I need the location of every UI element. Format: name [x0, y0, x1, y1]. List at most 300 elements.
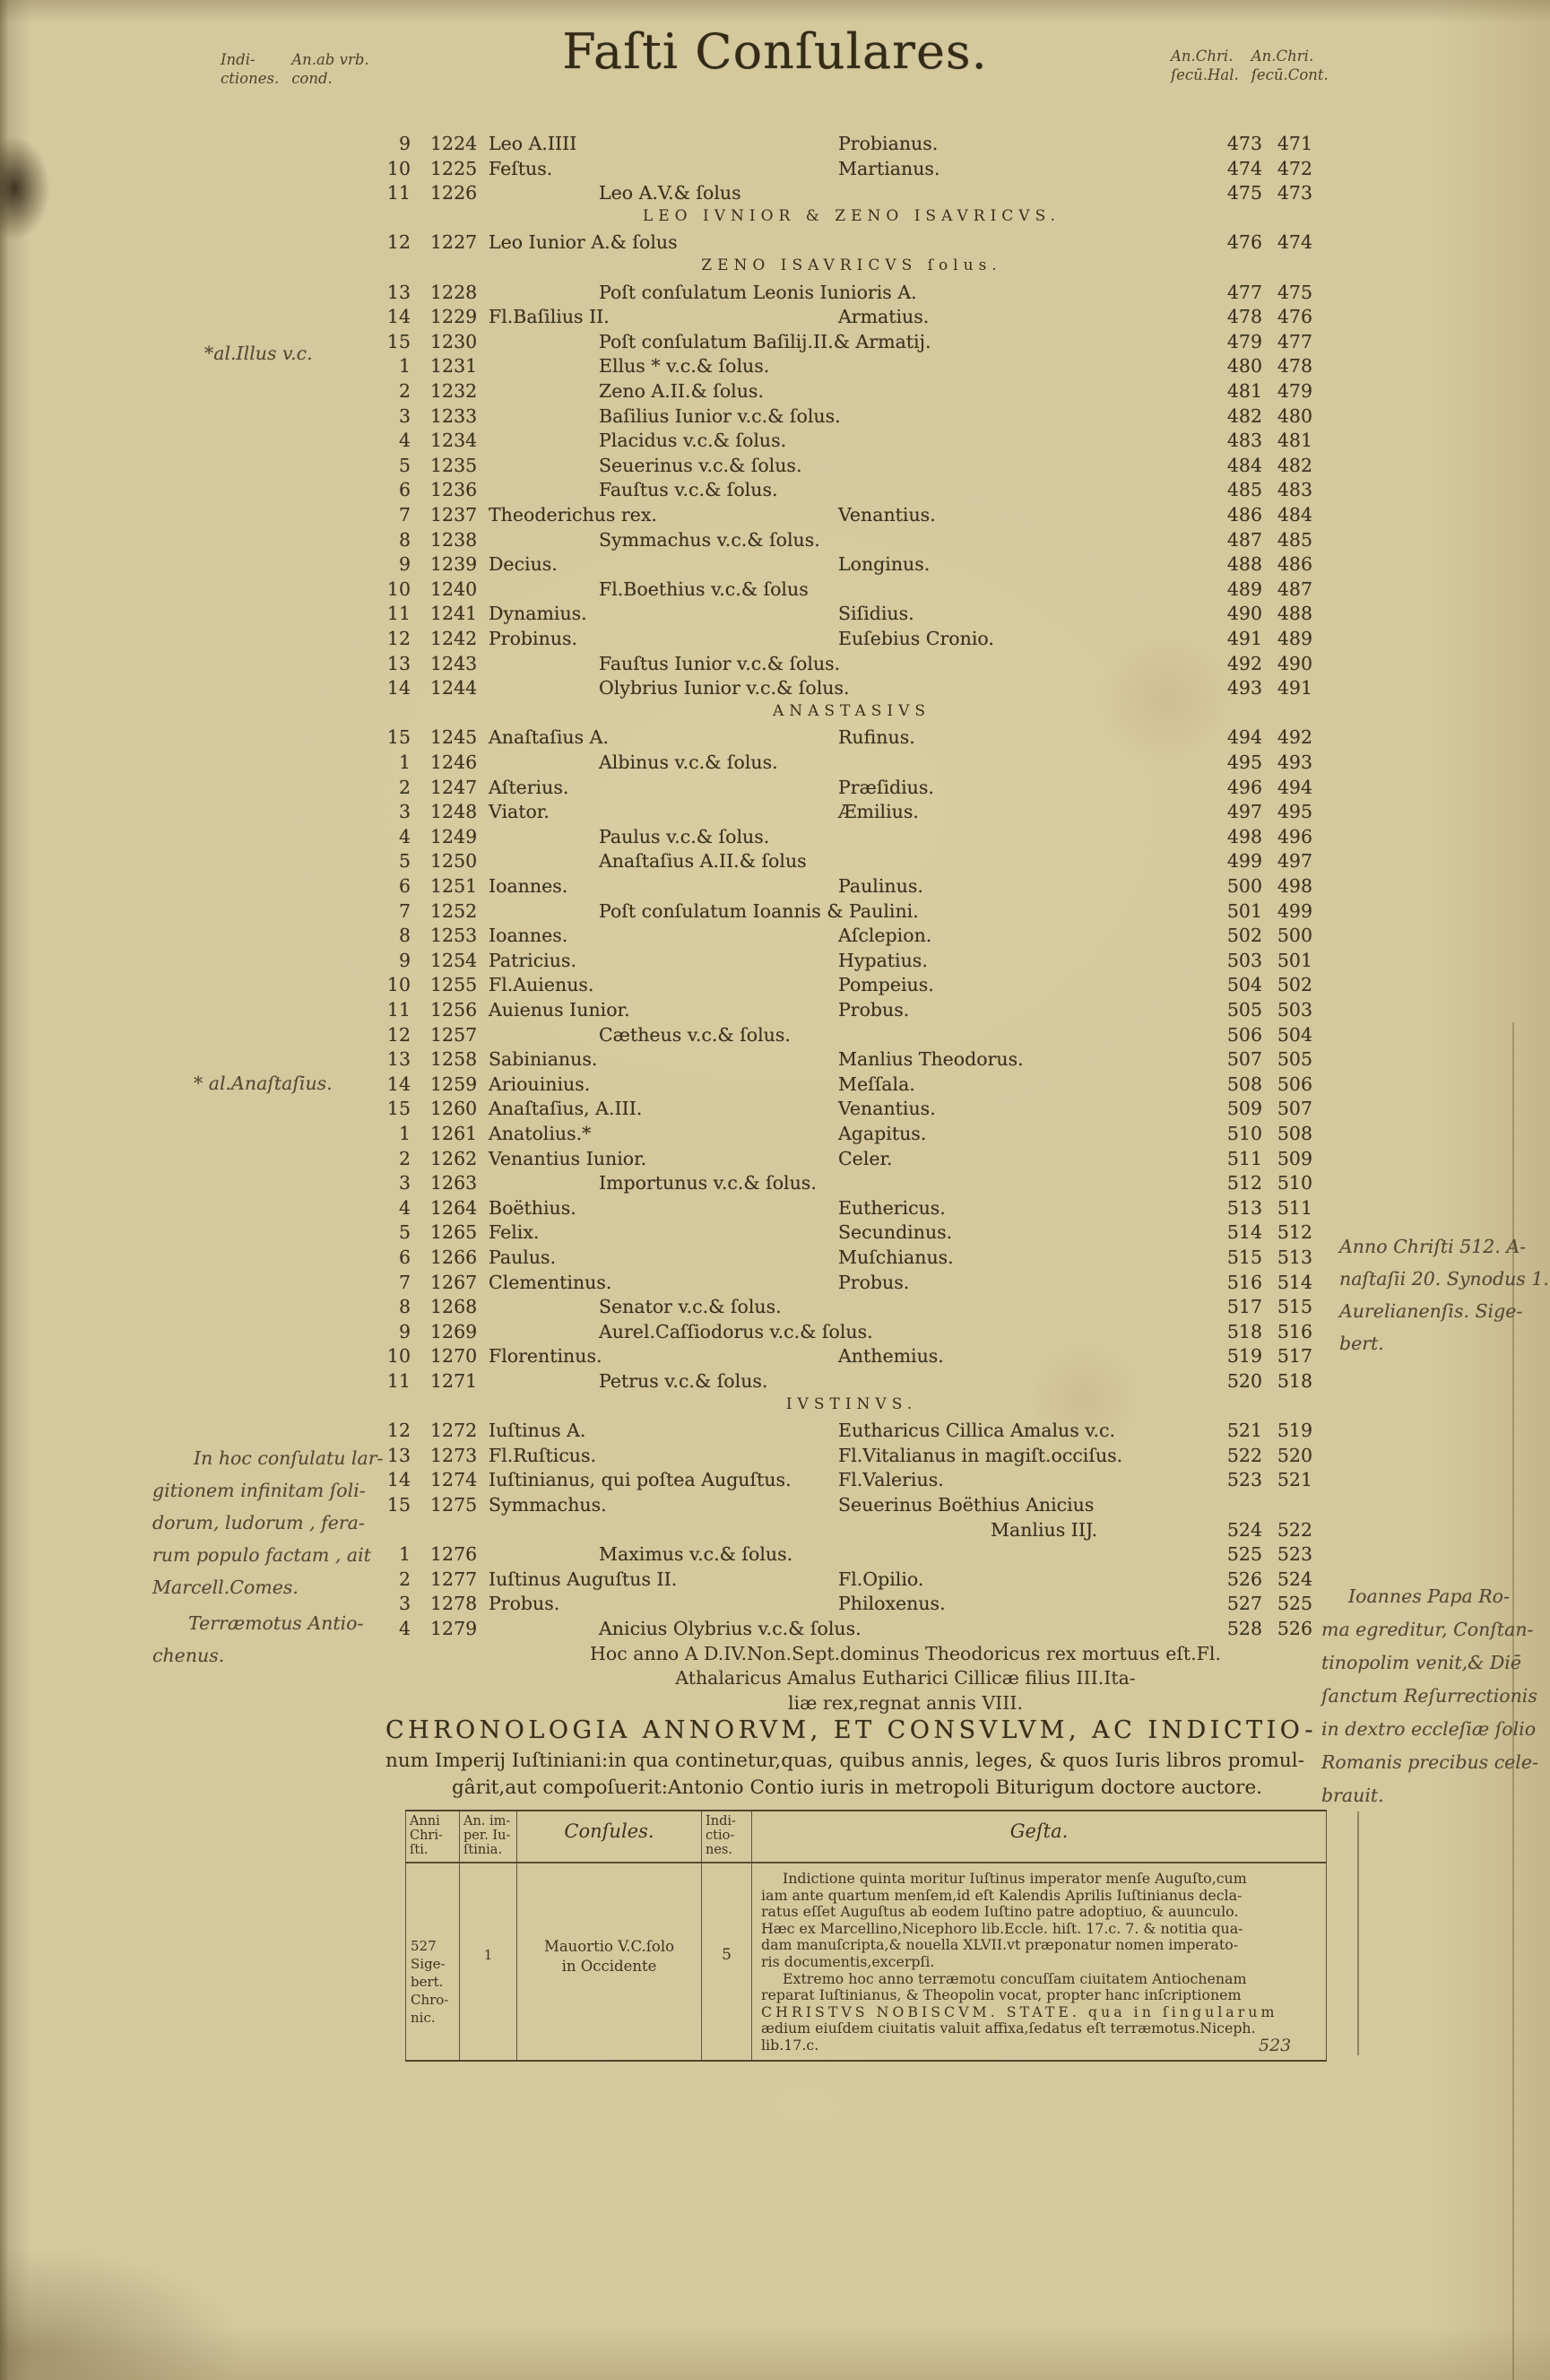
fasti-row [0, 1172, 1550, 1197]
consul-primary: Anicius Olybrius v.c.& ſolus. [599, 1618, 862, 1639]
indiction-number: 11 [386, 1370, 411, 1392]
year-christi-halic: 494 [1226, 726, 1262, 749]
consul-secondary: Anthemius. [838, 1345, 944, 1368]
year-christi-halic: 515 [1226, 1246, 1262, 1268]
year-christi-cont: 503 [1277, 999, 1312, 1021]
consul-primary: Albinus v.c.& ſolus. [599, 751, 778, 773]
year-ab-urbe-condita: 1229 [430, 306, 478, 328]
consul-primary: Importunus v.c.& ſolus. [599, 1172, 817, 1194]
year-christi-cont: 521 [1277, 1469, 1312, 1491]
consul-primary: Paulus v.c.& ſolus. [599, 825, 770, 847]
year-christi-halic: 487 [1226, 528, 1262, 551]
year-christi-cont: 478 [1277, 355, 1312, 378]
consules-line: in Occidente [561, 1958, 657, 1975]
margin-note-line: Romanis precibus cele- [1321, 1751, 1538, 1773]
header-anni-christi [405, 1811, 459, 1862]
margin-note-line: Anno Chriſti 512. A- [1339, 1236, 1527, 1257]
indiction-number: 11 [386, 999, 411, 1021]
table-header-row [405, 1811, 1327, 1863]
indiction-number: 14 [386, 1469, 411, 1491]
year-ab-urbe-condita: 1264 [430, 1196, 478, 1219]
year-christi-halic: 501 [1226, 899, 1262, 922]
year-christi-cont: 516 [1277, 1320, 1312, 1342]
year-christi-halic: 513 [1226, 1196, 1262, 1219]
year-ab-urbe-condita: 1277 [430, 1568, 478, 1590]
year-christi-halic: 511 [1226, 1147, 1262, 1169]
cell-anni-christi [405, 1863, 459, 2060]
year-christi-halic: 506 [1226, 1023, 1262, 1046]
year-christi-halic: 483 [1226, 430, 1262, 452]
anni-line: 527 [411, 1938, 437, 1954]
consul-primary: Feſtus. [489, 157, 553, 179]
year-ab-urbe-condita: 1253 [430, 925, 478, 947]
fasti-row [0, 628, 1550, 653]
gesta-line: iam ante quartum menſem,id eſt Kalendis Aprilis Iuſtinianus decla- [761, 1886, 1243, 1904]
margin-note [152, 1607, 363, 1672]
fasti-row [0, 455, 1550, 480]
year-christi-halic: 507 [1226, 1048, 1262, 1071]
consul-primary: Symmachus v.c.& ſolus. [599, 528, 820, 551]
anni-line: Chro- [411, 1992, 449, 2008]
year-christi-halic: 490 [1226, 603, 1262, 625]
consul-primary: Zeno A.II.& ſolus. [599, 380, 764, 402]
section-header: ANASTASIVS [772, 701, 931, 720]
year-christi-cont: 505 [1277, 1048, 1312, 1071]
indiction-number: 2 [398, 1568, 411, 1590]
margin-note-line: *al.Illus v.c. [204, 343, 313, 364]
page-number: 523 [1259, 2036, 1292, 2055]
indiction-number: 8 [398, 528, 411, 551]
year-christi-halic: 473 [1226, 133, 1262, 154]
year-christi-halic: 516 [1226, 1271, 1262, 1293]
fasti-row [0, 1420, 1550, 1445]
consul-primary: Auienus Iunior. [489, 999, 630, 1021]
year-ab-urbe-condita: 1228 [430, 281, 478, 303]
margin-note-line: * al.Anaſtaſius. [194, 1073, 333, 1094]
year-ab-urbe-condita: 1263 [430, 1172, 478, 1194]
year-ab-urbe-condita: 1258 [430, 1048, 478, 1071]
consul-primary: Iuſtinianus, qui poſtea Auguſtus. [489, 1469, 792, 1491]
year-ab-urbe-condita: 1261 [430, 1123, 478, 1144]
section-header: ZENO ISAVRICVS ſolus. [701, 256, 1002, 274]
consul-primary: Probinus. [489, 628, 578, 649]
consul-secondary: Euſebius Cronio. [838, 628, 994, 649]
consul-primary: Aſterius. [489, 776, 569, 798]
year-christi-cont: 511 [1277, 1196, 1312, 1219]
indiction-number: 3 [398, 1593, 411, 1615]
chronologia-line3: gârit,aut compoſuerit:Antonio Contio iuris in metropoli Biturigum doctore auctore. [452, 1776, 1262, 1799]
year-ab-urbe-condita: 1242 [430, 628, 478, 649]
header-line: Anni [410, 1814, 440, 1828]
consul-primary: Fauſtus Iunior v.c.& ſolus. [599, 652, 841, 674]
consul-primary: Leo A.IIII [489, 133, 577, 154]
year-ab-urbe-condita: 1256 [430, 999, 478, 1021]
indiction-number: 10 [386, 974, 411, 996]
indiction-number: 7 [398, 504, 411, 526]
consul-primary: Symmachus. [489, 1494, 607, 1516]
indiction-number: 6 [398, 1246, 411, 1268]
year-ab-urbe-condita: 1272 [430, 1420, 478, 1442]
year-christi-halic: 482 [1226, 404, 1262, 427]
year-christi-cont: 472 [1277, 157, 1312, 179]
year-christi-cont: 509 [1277, 1147, 1312, 1169]
consul-primary: Ariouinius. [489, 1073, 591, 1095]
indiction-number: 13 [386, 652, 411, 674]
year-ab-urbe-condita: 1267 [430, 1271, 478, 1293]
margin-note-line: bert. [1339, 1333, 1384, 1354]
year-ab-urbe-condita: 1230 [430, 330, 478, 352]
year-ab-urbe-condita: 1235 [430, 454, 478, 476]
header-line: nes. [706, 1843, 732, 1857]
gesta-line: ædium eiuſdem ciuitatis valuit affixa,ſedatus eſt terræmotus.Niceph. [761, 2020, 1256, 2037]
consul-secondary: Præſidius. [838, 776, 934, 798]
margin-note-line: Marcell.Comes. [152, 1577, 299, 1598]
year-ab-urbe-condita: 1227 [430, 231, 478, 254]
indiction-number: 9 [398, 949, 411, 971]
margin-note [194, 1071, 333, 1096]
year-christi-cont: 490 [1277, 652, 1312, 674]
year-christi-cont: 510 [1277, 1172, 1312, 1194]
indiction-number: 9 [398, 553, 411, 576]
margin-note-line: ma egreditur, Conſtan- [1321, 1619, 1534, 1640]
consul-primary: Viator. [489, 801, 550, 823]
indiction-number: 6 [398, 875, 411, 897]
year-christi-halic: 510 [1226, 1123, 1262, 1144]
year-christi-halic: 509 [1226, 1098, 1262, 1120]
year-christi-cont: 507 [1277, 1098, 1312, 1120]
consul-primary: Maximus v.c.& ſolus. [599, 1543, 793, 1566]
consul-primary: Anatolius.* [489, 1123, 592, 1144]
chronologia-section [385, 1716, 1407, 1799]
margin-note-line: gitionem infinitam ſoli- [152, 1480, 366, 1501]
anni-line: nic. [411, 2010, 436, 2026]
fasti-row [0, 850, 1550, 875]
consul-primary: Iuſtinus A. [489, 1420, 586, 1442]
column-header-line: Indi- [221, 51, 255, 68]
consul-primary: Fl.Auienus. [489, 974, 594, 996]
year-christi-halic: 474 [1226, 157, 1262, 179]
year-christi-halic: 527 [1226, 1593, 1262, 1615]
year-christi-cont: 513 [1277, 1246, 1312, 1268]
header-line: Indi- [706, 1814, 736, 1828]
indiction-number: 2 [398, 380, 411, 402]
consul-secondary: Pompeius. [838, 974, 934, 996]
consul-secondary: Celer. [838, 1147, 893, 1169]
margin-note-line: chenus. [152, 1645, 225, 1666]
year-ab-urbe-condita: 1233 [430, 404, 478, 427]
fasti-row [0, 1024, 1550, 1049]
year-ab-urbe-condita: 1259 [430, 1073, 478, 1095]
fasti-row [0, 677, 1550, 702]
margin-note-line: In hoc conſulatu lar- [194, 1447, 384, 1469]
indiction-number: 3 [398, 1172, 411, 1194]
consul-secondary: Æmilius. [838, 801, 919, 823]
year-ab-urbe-condita: 1252 [430, 899, 478, 922]
fasti-row [0, 1221, 1550, 1246]
consul-secondary: Philoxenus. [838, 1593, 946, 1615]
indiction-number: 1 [398, 1543, 411, 1566]
consul-primary: Iuſtinus Auguſtus II. [489, 1568, 678, 1590]
margin-note-line: Aurelianenſis. Sige- [1339, 1300, 1523, 1322]
year-christi-cont: 495 [1277, 801, 1312, 823]
indiction-number: 11 [386, 603, 411, 625]
indiction-number: 15 [386, 1098, 411, 1120]
fasti-row [0, 925, 1550, 950]
year-ab-urbe-condita: 1260 [430, 1098, 478, 1120]
year-christi-halic: 505 [1226, 999, 1262, 1021]
year-christi-cont: 523 [1277, 1543, 1312, 1566]
consul-secondary: Fl.Opilio. [838, 1568, 924, 1590]
fasti-row [0, 182, 1550, 207]
year-christi-cont: 526 [1277, 1618, 1312, 1639]
margin-note [1339, 1230, 1549, 1359]
indiction-number: 1 [398, 355, 411, 378]
year-ab-urbe-condita: 1244 [430, 677, 478, 699]
year-christi-halic: 500 [1226, 875, 1262, 897]
indiction-number: 13 [386, 1444, 411, 1466]
year-christi-cont: 496 [1277, 825, 1312, 847]
year-ab-urbe-condita: 1236 [430, 479, 478, 501]
year-ab-urbe-condita: 1279 [430, 1618, 478, 1639]
year-ab-urbe-condita: 1248 [430, 801, 478, 823]
fasti-row [0, 504, 1550, 529]
indiction-number: 3 [398, 404, 411, 427]
year-christi-cont: 517 [1277, 1345, 1312, 1368]
indiction-number: 5 [398, 850, 411, 873]
fasti-row [0, 751, 1550, 777]
year-ab-urbe-condita: 1251 [430, 875, 478, 897]
chronologia-table [405, 1810, 1327, 2062]
margin-note-line: ſanctum Reſurrectionis [1321, 1685, 1537, 1707]
column-header-line: cond. [291, 70, 333, 87]
year-christi-halic: 521 [1226, 1420, 1262, 1442]
indiction-number: 11 [386, 182, 411, 204]
year-christi-cont: 485 [1277, 528, 1312, 551]
year-christi-cont: 486 [1277, 553, 1312, 576]
indiction-number: 8 [398, 1296, 411, 1318]
fasti-row [0, 999, 1550, 1024]
indiction-number: 5 [398, 1221, 411, 1244]
header-line: An. im- [463, 1814, 511, 1828]
indiction-number: 7 [398, 899, 411, 922]
year-christi-cont: 522 [1277, 1518, 1312, 1541]
year-christi-cont: 487 [1277, 578, 1312, 600]
indiction-number: 14 [386, 1073, 411, 1095]
fasti-row [0, 1321, 1550, 1346]
year-ab-urbe-condita: 1224 [430, 133, 478, 154]
indiction-number: 1 [398, 751, 411, 773]
year-ab-urbe-condita: 1262 [430, 1147, 478, 1169]
year-christi-cont: 494 [1277, 776, 1312, 798]
consul-primary: Theoderichus rex. [489, 504, 657, 526]
consul-secondary: Venantius. [838, 1098, 936, 1120]
indiction-number: 12 [386, 1023, 411, 1046]
gesta-line: dam manuſcripta,& nouella XLVII.vt præponatur nomen imperato- [761, 1936, 1239, 1954]
year-christi-cont: 474 [1277, 231, 1312, 254]
year-christi-halic: 489 [1226, 578, 1262, 600]
consul-primary: Placidus v.c.& ſolus. [599, 430, 787, 452]
year-christi-cont: 504 [1277, 1023, 1312, 1046]
indiction-number: 3 [398, 801, 411, 823]
margin-rule [1357, 1811, 1359, 2055]
year-ab-urbe-condita: 1226 [430, 182, 478, 204]
fasti-row [0, 1098, 1550, 1123]
year-christi-halic: 519 [1226, 1345, 1262, 1368]
year-christi-halic: 518 [1226, 1320, 1262, 1342]
margin-note-line: Ioannes Papa Ro- [1348, 1585, 1510, 1607]
indiction-number: 12 [386, 628, 411, 649]
margin-note-line: tinopolim venit,& Diē [1321, 1652, 1521, 1673]
consul-secondary: Euthericus. [838, 1196, 946, 1219]
consul-primary: Clementinus. [489, 1271, 612, 1293]
header-line: ctio- [706, 1828, 735, 1843]
column-header-line: An.ab vrb. [291, 51, 369, 68]
consul-primary: Fl.Boethius v.c.& ſolus [599, 578, 809, 600]
year-christi-cont: 500 [1277, 925, 1312, 947]
indiction-number: 15 [386, 330, 411, 352]
year-ab-urbe-condita: 1269 [430, 1320, 478, 1342]
year-christi-halic: 524 [1226, 1518, 1262, 1541]
fasti-row [0, 430, 1550, 455]
year-christi-halic: 523 [1226, 1469, 1262, 1491]
fasti-row [0, 1148, 1550, 1173]
year-christi-halic: 479 [1226, 330, 1262, 352]
year-christi-cont: 477 [1277, 330, 1312, 352]
consul-secondary: Secundinus. [838, 1221, 953, 1244]
year-christi-halic: 476 [1226, 231, 1262, 254]
indiction-number: 1 [398, 1123, 411, 1144]
list-note-line: liæ rex,regnat annis VIII. [788, 1691, 1023, 1714]
year-christi-cont: 525 [1277, 1593, 1312, 1615]
consul-primary: Venantius Iunior. [489, 1147, 647, 1169]
year-christi-cont: 480 [1277, 404, 1312, 427]
header-indictiones [701, 1811, 751, 1862]
year-christi-cont: 497 [1277, 850, 1312, 873]
year-christi-cont: 476 [1277, 306, 1312, 328]
year-ab-urbe-condita: 1245 [430, 726, 478, 749]
year-ab-urbe-condita: 1241 [430, 603, 478, 625]
header-gesta: Geſta. [751, 1811, 1327, 1862]
year-ab-urbe-condita: 1270 [430, 1345, 478, 1368]
year-christi-cont: 483 [1277, 479, 1312, 501]
cell-anni-imperii: 1 [459, 1863, 516, 2060]
section-header: IVSTINVS. [785, 1394, 918, 1413]
year-christi-halic: 484 [1226, 454, 1262, 476]
indiction-number: 5 [398, 454, 411, 476]
consul-primary: Poſt conſulatum Baſilij.II.& Armatij. [599, 330, 931, 352]
year-christi-halic: 496 [1226, 776, 1262, 798]
consul-primary: Poſt conſulatum Ioannis & Paulini. [599, 899, 919, 922]
margin-note-line: rum populo factam , ait [152, 1544, 371, 1566]
fasti-row [0, 306, 1550, 331]
fasti-row [0, 900, 1550, 925]
fasti-row [0, 479, 1550, 504]
fasti-row [0, 158, 1550, 183]
consul-secondary: Aſclepion. [838, 925, 932, 947]
year-christi-halic: 504 [1226, 974, 1262, 996]
consul-secondary: Longinus. [838, 553, 931, 576]
year-christi-halic: 478 [1226, 306, 1262, 328]
year-christi-halic: 526 [1226, 1568, 1262, 1590]
fasti-row [0, 553, 1550, 578]
indiction-number: 12 [386, 231, 411, 254]
fasti-row [0, 726, 1550, 751]
consul-secondary: Eutharicus Cillica Amalus v.c. [838, 1420, 1115, 1442]
year-ab-urbe-condita: 1225 [430, 157, 478, 179]
indiction-number: 4 [398, 430, 411, 452]
gesta-line: Indictione quinta moritur Iuſtinus imperator menſe Auguſto,cum [783, 1870, 1247, 1887]
year-christi-halic: 528 [1226, 1618, 1262, 1639]
fasti-row [0, 653, 1550, 678]
year-christi-cont: 488 [1277, 603, 1312, 625]
column-header-line: An.Chri. [1251, 48, 1314, 65]
column-header-line: ctiones. [221, 70, 280, 87]
indiction-number: 15 [386, 726, 411, 749]
indiction-number: 9 [398, 1320, 411, 1342]
fasti-row [0, 603, 1550, 628]
year-christi-cont: 508 [1277, 1123, 1312, 1144]
year-christi-cont: 499 [1277, 899, 1312, 922]
year-ab-urbe-condita: 1257 [430, 1023, 478, 1046]
year-christi-halic: 477 [1226, 281, 1262, 303]
consul-primary: Paulus. [489, 1246, 557, 1268]
consul-primary: Decius. [489, 553, 558, 576]
year-christi-cont: 519 [1277, 1420, 1312, 1442]
consul-secondary: Manlius Theodorus. [838, 1048, 1024, 1071]
fasti-row [0, 1296, 1550, 1321]
gesta-line: Extremo hoc anno terræmotu concuſſam ciuitatem Antiochenam [783, 1969, 1247, 1987]
indiction-number: 9 [398, 133, 411, 154]
consul-primary: Anaſtaſius A. [489, 726, 609, 749]
consul-secondary-continuation: Manlius IIJ. [991, 1518, 1098, 1541]
anni-line: Sige- [411, 1956, 446, 1972]
fasti-row [0, 801, 1550, 826]
header-line: per. Iu- [463, 1828, 511, 1843]
year-christi-cont: 520 [1277, 1444, 1312, 1466]
year-christi-halic: 508 [1226, 1073, 1262, 1095]
year-ab-urbe-condita: 1276 [430, 1543, 478, 1566]
year-christi-halic: 503 [1226, 949, 1262, 971]
fasti-row [0, 133, 1550, 158]
consul-primary: Patricius. [489, 949, 576, 971]
consul-primary: Felix. [489, 1221, 540, 1244]
gesta-line: CHRISTVS NOBISCVM. STATE. qua in ſingularum [761, 2002, 1278, 2020]
consul-secondary: Fl.Vitalianus in magiſt.occiſus. [838, 1444, 1123, 1466]
year-christi-halic: 497 [1226, 801, 1262, 823]
year-christi-cont: 514 [1277, 1271, 1312, 1293]
year-christi-cont: 498 [1277, 875, 1312, 897]
year-christi-halic: 492 [1226, 652, 1262, 674]
list-note-line: Hoc anno A D.IV.Non.Sept.dominus Theodoricus rex mortuus eſt.Fl. [590, 1642, 1221, 1664]
page-title: Faſti Conſulares. [562, 23, 988, 80]
year-christi-cont: 475 [1277, 281, 1312, 303]
consul-primary: Fl.Ruſticus. [489, 1444, 597, 1466]
year-christi-cont: 491 [1277, 677, 1312, 699]
consul-secondary: Muſchianus. [838, 1246, 954, 1268]
consul-primary: Ioannes. [489, 875, 568, 897]
indiction-number: 14 [386, 677, 411, 699]
consul-primary: Seuerinus v.c.& ſolus. [599, 454, 802, 476]
indiction-number: 8 [398, 925, 411, 947]
consul-secondary: Probus. [838, 1271, 910, 1293]
consul-primary: Poſt conſulatum Leonis Iunioris A. [599, 281, 917, 303]
year-christi-halic: 522 [1226, 1444, 1262, 1466]
year-ab-urbe-condita: 1247 [430, 776, 478, 798]
year-christi-halic: 498 [1226, 825, 1262, 847]
year-christi-cont: 493 [1277, 751, 1312, 773]
margin-note-line: dorum, ludorum , fera- [152, 1512, 365, 1533]
fasti-row [0, 1345, 1550, 1370]
